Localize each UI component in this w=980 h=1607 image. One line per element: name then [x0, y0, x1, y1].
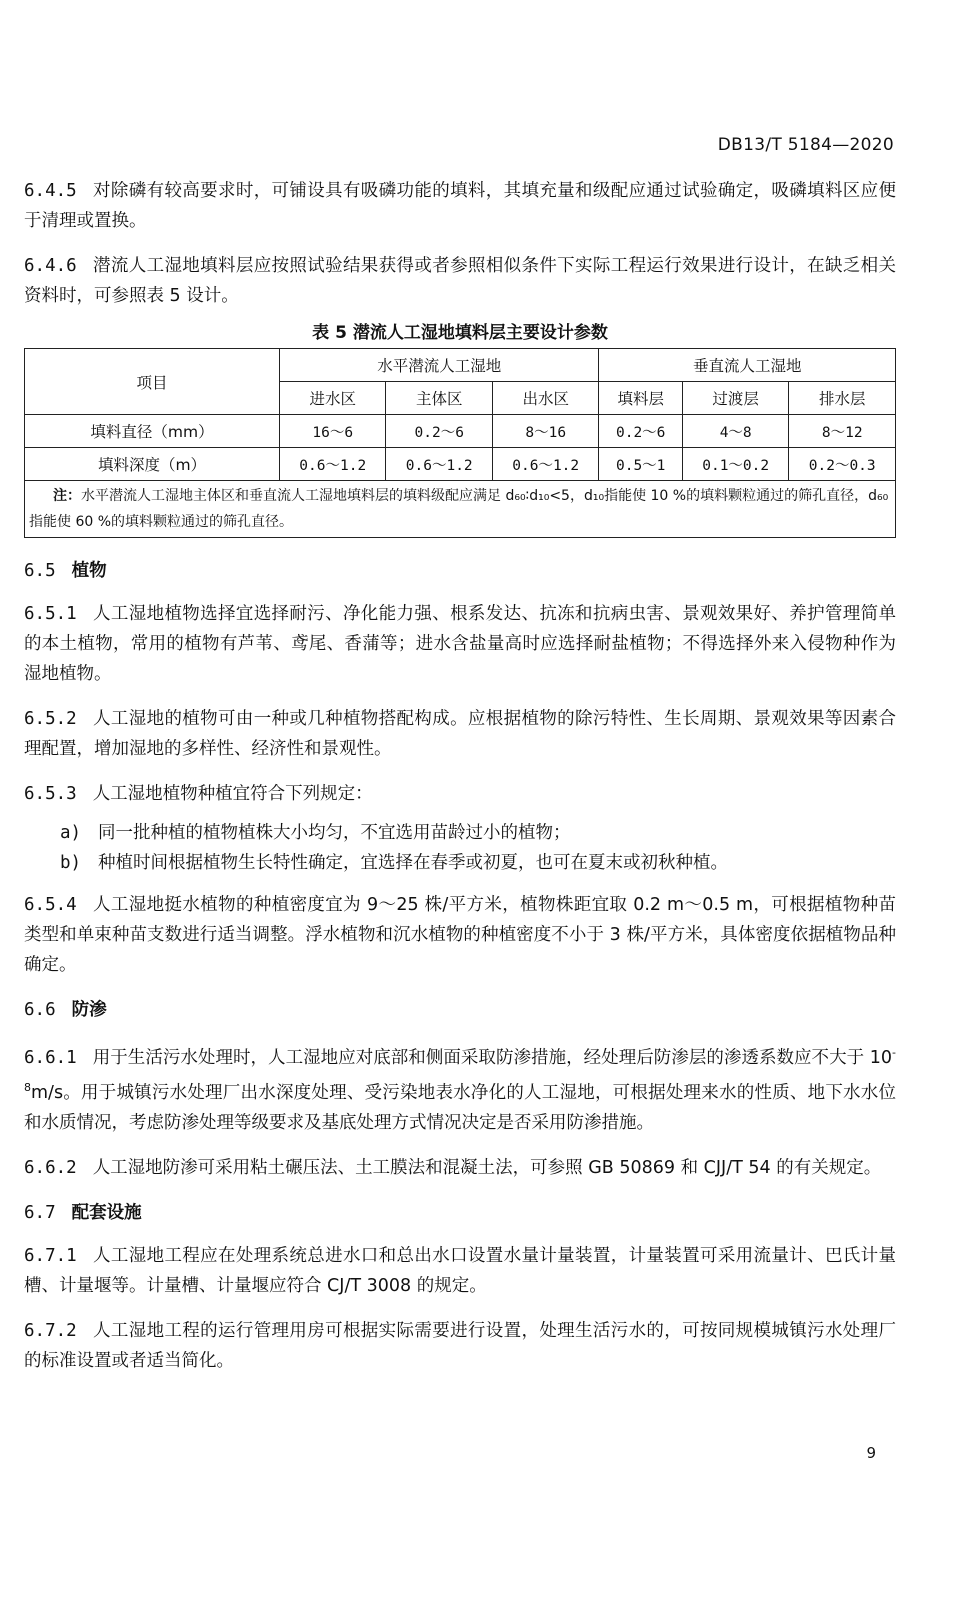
clause-6-7-2: [24, 1316, 896, 1376]
clause-6-5-4: [24, 890, 896, 980]
table-cell: 0.6～1.2: [492, 448, 598, 481]
table-cell: 0.2～0.3: [789, 448, 896, 481]
exponent: -8: [24, 1046, 896, 1094]
clause-number: 6.7.2: [24, 1320, 77, 1341]
standard-code: DB13/T 5184—2020: [717, 135, 894, 155]
section-heading-6-5: [24, 556, 896, 586]
table-note-text: 水平潜流人工湿地主体区和垂直流人工湿地填料层的填料级配应满足 d₆₀∶d₁₀<5，d₁₀指能使 10 %的填料颗粒通过的筛孔直径，d₆₀指能使 60 %的填料颗粒通过的筛孔直径。: [29, 488, 889, 530]
table-header-group-horizontal: 水平潜流人工湿地: [280, 349, 599, 382]
clause-6-4-6: [24, 251, 896, 311]
table-cell: 16～6: [280, 415, 386, 448]
clause-6-6-2: [24, 1153, 896, 1183]
table-row: [25, 415, 896, 448]
list-item: [60, 818, 896, 848]
table-header-item: 项目: [25, 349, 280, 415]
clause-text: 人工湿地植物选择宜选择耐污、净化能力强、根系发达、抗冻和抗病虫害、景观效果好、养护管理简单的本土植物，常用的植物有芦苇、鸢尾、香蒲等；进水含盐量高时应选择耐盐植物；不得选择外来入侵物种作为湿地植物。: [24, 604, 896, 684]
clause-number: 6.5.3: [24, 784, 77, 804]
clause-text: 人工湿地工程的运行管理用房可根据实际需要进行设置，处理生活污水的，可按同规模城镇污水处理厂的标准设置或者适当简化。: [24, 1320, 896, 1371]
table-row-label: 填料直径（mm）: [25, 415, 280, 448]
table-cell: 0.6～1.2: [280, 448, 386, 481]
table-subheader: 填料层: [599, 382, 682, 415]
table-subheader: 进水区: [280, 382, 386, 415]
page-number: 9: [866, 1444, 876, 1462]
table-note-label: 注：: [53, 488, 81, 504]
section-title: 防渗: [71, 1000, 107, 1020]
section-heading-6-7: [24, 1198, 896, 1228]
clause-text: 人工湿地工程应在处理系统总进水口和总出水口设置水量计量装置，计量装置可采用流量计、巴氏计量槽、计量堰等。计量槽、计量堰应符合 CJ/T 3008 的规定。: [24, 1245, 896, 1296]
section-heading-6-6: [24, 995, 896, 1025]
table-note-row: [25, 481, 896, 538]
clause-text: 对除磷有较高要求时，可铺设具有吸磷功能的填料，其填充量和级配应通过试验确定，吸磷填料区应便于清理或置换。: [24, 181, 896, 231]
table-row: [25, 448, 896, 481]
table-subheader: 过渡层: [682, 382, 788, 415]
clause-number: 6.5.1: [24, 604, 77, 624]
clause-text-cont: m/s。用于城镇污水处理厂出水深度处理、受污染地表水净化的人工湿地，可根据处理来水的性质、地下水水位和水质情况，考虑防渗处理等级要求及基底处理方式情况决定是否采用防渗措施。: [24, 1082, 896, 1133]
list-item-label: a): [60, 823, 82, 843]
table-cell: 0.2～6: [599, 415, 682, 448]
table-title: 表 5 潜流人工湿地填料层主要设计参数: [312, 323, 608, 343]
clause-number: 6.5.2: [24, 709, 77, 729]
clause-number: 6.4.6: [24, 256, 77, 276]
table-cell: 0.6～1.2: [386, 448, 492, 481]
section-number: 6.6: [24, 1000, 56, 1020]
clause-number: 6.6.2: [24, 1157, 77, 1178]
table-cell: 8～12: [789, 415, 896, 448]
clause-text: 人工湿地挺水植物的种植密度宜为 9～25 株/平方米，植物株距宜取 0.2 m～0.5 m，可根据植物种苗类型和单束种苗支数进行适当调整。浮水植物和沉水植物的种植密度不小于 3 株/平方米，具体密度依据植物品种确定。: [24, 895, 896, 975]
page-content: [24, 176, 896, 1391]
table-cell: 0.5～1: [599, 448, 682, 481]
clause-6-7-1: [24, 1241, 896, 1301]
table-cell: 4～8: [682, 415, 788, 448]
clause-6-4-5: [24, 176, 896, 236]
table-subheader: 排水层: [789, 382, 896, 415]
clause-6-5-3: [24, 779, 896, 809]
list-item: [60, 848, 896, 878]
clause-6-6-1: [24, 1038, 896, 1138]
table-header-row: [25, 349, 896, 382]
clause-text: 人工湿地的植物可由一种或几种植物搭配构成。应根据植物的除污特性、生长周期、景观效果等因素合理配置，增加湿地的多样性、经济性和景观性。: [24, 709, 896, 759]
clause-6-5-1: [24, 599, 896, 689]
table-subheader: 主体区: [386, 382, 492, 415]
clause-text: 人工湿地植物种植宜符合下列规定：: [92, 784, 373, 804]
clause-number: 6.4.5: [24, 181, 77, 201]
section-title: 配套设施: [71, 1202, 142, 1223]
list-item-text: 种植时间根据植物生长特性确定，宜选择在春季或初夏，也可在夏末或初秋种植。: [98, 853, 728, 873]
table-row-label: 填料深度（m）: [25, 448, 280, 481]
table-cell: 0.2～6: [386, 415, 492, 448]
clause-number: 6.7.1: [24, 1245, 77, 1266]
planting-rules-list: [60, 818, 896, 878]
list-item-text: 同一批种植的植物植株大小均匀，不宜选用苗龄过小的植物；: [98, 823, 571, 843]
table-note: [25, 481, 896, 538]
table-cell: 0.1～0.2: [682, 448, 788, 481]
clause-text: 人工湿地防渗可采用粘土碾压法、土工膜法和混凝土法，可参照 GB 50869 和 CJJ/T 54 的有关规定。: [92, 1157, 882, 1178]
clause-number: 6.6.1: [24, 1047, 77, 1068]
section-number: 6.7: [24, 1202, 56, 1223]
section-number: 6.5: [24, 561, 56, 581]
table-header-group-vertical: 垂直流人工湿地: [599, 349, 896, 382]
clause-number: 6.5.4: [24, 895, 77, 915]
list-item-label: b): [60, 853, 82, 873]
section-title: 植物: [71, 561, 107, 581]
clause-6-5-2: [24, 704, 896, 764]
clause-text: 潜流人工湿地填料层应按照试验结果获得或者参照相似条件下实际工程运行效果进行设计，在缺乏相关资料时，可参照表 5 设计。: [24, 256, 896, 306]
table-cell: 8～16: [492, 415, 598, 448]
table-subheader: 出水区: [492, 382, 598, 415]
design-parameters-table: [24, 348, 896, 538]
clause-text: 用于生活污水处理时，人工湿地应对底部和侧面采取防渗措施，经处理后防渗层的渗透系数应不大于 10: [92, 1047, 893, 1068]
